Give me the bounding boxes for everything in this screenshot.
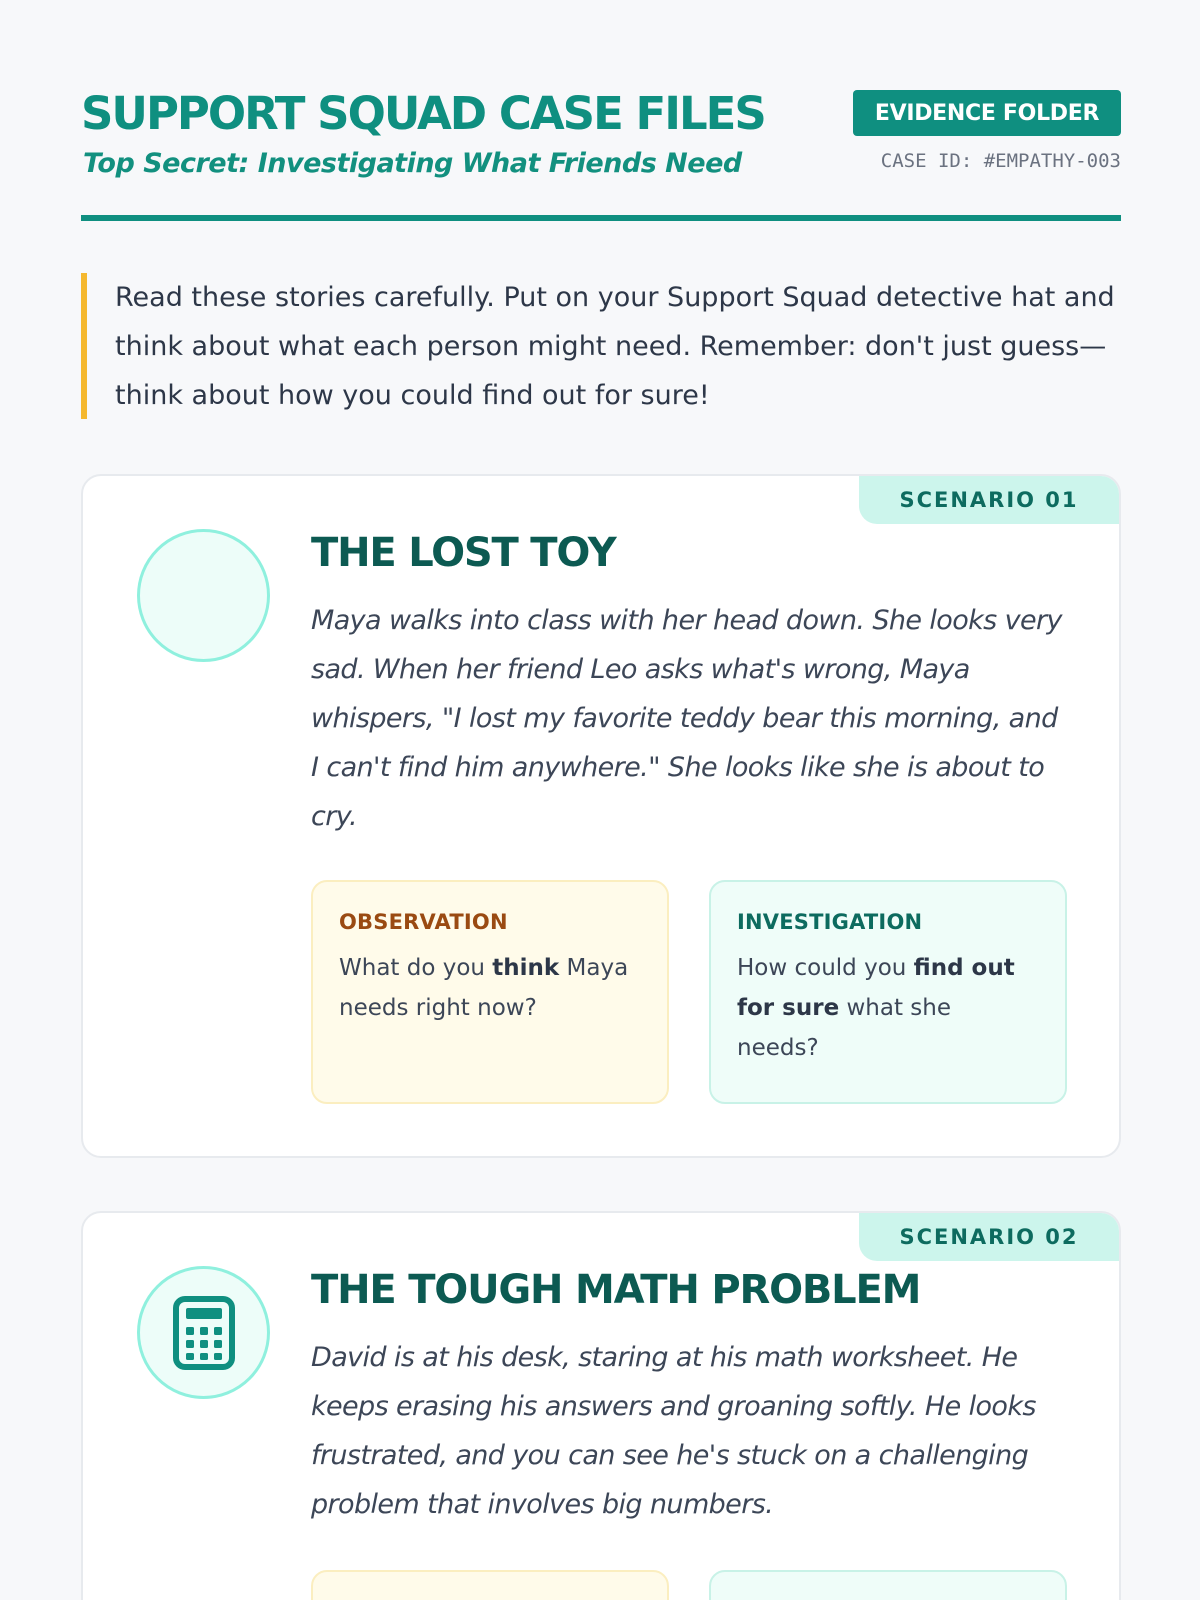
scenario-title: THE LOST TOY [311,530,616,576]
scenario-icon-circle [137,529,270,662]
investigation-label: INVESTIGATION [737,910,923,934]
scenario-tag: SCENARIO 02 [859,1213,1119,1261]
scenario-icon-circle [137,1266,270,1399]
investigation-question: How could you find out for sure what she needs? [737,955,1015,1061]
page-title: SUPPORT SQUAD CASE FILES [81,87,765,140]
page-subtitle: Top Secret: Investigating What Friends Need [83,148,742,179]
evidence-folder-badge: EVIDENCE FOLDER [853,90,1121,136]
investigation-box [709,1570,1067,1600]
scenario-story: David is at his desk, staring at his math worksheet. He keeps erasing his answers and groaning softly. He looks frustrated, and you can see he's stuck on a challenging problem that involves big numbers. [311,1342,1036,1520]
observation-box [311,1570,669,1600]
scenario-card-1 [81,474,1121,1158]
observation-question: What do you think Maya needs right now? [339,955,629,1021]
scenario-title: THE TOUGH MATH PROBLEM [311,1267,921,1313]
scenario-story: Maya walks into class with her head down. She looks very sad. When her friend Leo asks what's wrong, Maya whispers, "I lost my favorite teddy bear this morning, and I can't find him anywhere." She looks like she is about to cry. [311,605,1062,832]
investigation-box [709,880,1067,1104]
scenario-card-2 [81,1211,1121,1600]
intro-callout: Read these stories carefully. Put on your Support Squad detective hat and think about what each person might need. Remember: don't just guess—think about how you could find out for sure! [81,273,1121,419]
calculator-icon [173,1296,235,1370]
observation-box [311,880,669,1104]
observation-label: OBSERVATION [339,910,508,934]
case-id-label: CASE ID: #EMPATHY-003 [880,150,1121,172]
page-header [81,86,1121,221]
scenario-tag: SCENARIO 01 [859,476,1119,524]
